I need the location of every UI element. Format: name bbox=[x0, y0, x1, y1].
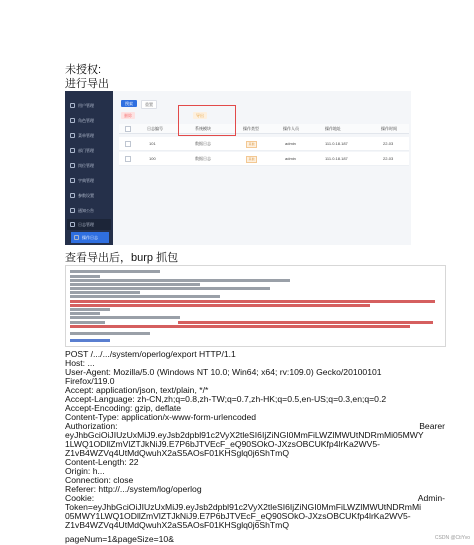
cell-time: 22-03 bbox=[383, 141, 394, 146]
sidebar-item-label: 用户管理 bbox=[78, 102, 94, 108]
user-agent-cont: Firefox/119.0 bbox=[65, 376, 115, 386]
type-tag: 其他 bbox=[246, 156, 257, 163]
authorization-scheme: Bearer bbox=[419, 421, 445, 431]
burp-line bbox=[70, 270, 440, 273]
cell-user: admin bbox=[285, 141, 296, 146]
sidebar-item-posts[interactable] bbox=[67, 160, 111, 171]
table-row[interactable] bbox=[119, 152, 409, 166]
reset-button[interactable]: 重置 bbox=[141, 100, 157, 109]
accept-line: Accept: application/json, text/plain, */* bbox=[65, 385, 209, 395]
burp-line bbox=[70, 283, 440, 286]
heading-burp: 查看导出后，burp 抓包 bbox=[65, 252, 179, 264]
sidebar-item-roles[interactable] bbox=[67, 115, 111, 126]
delete-button[interactable]: 删除 bbox=[121, 112, 135, 119]
burp-line bbox=[70, 339, 440, 342]
content-type-line: Content-Type: application/x-www-form-urlencoded bbox=[65, 412, 257, 422]
table-row[interactable] bbox=[119, 137, 409, 151]
sidebar-item-config[interactable] bbox=[67, 190, 111, 201]
sidebar-item-label: 通知公告 bbox=[78, 207, 94, 213]
cell-ip: 111.0.18.187 bbox=[325, 141, 348, 146]
heading-unauthorized: 未授权: bbox=[65, 64, 102, 76]
col-header: 操作类型 bbox=[243, 126, 259, 131]
sidebar-item-dict[interactable] bbox=[67, 175, 111, 186]
sidebar-item-label: 参数设置 bbox=[78, 192, 94, 198]
sidebar-item-label: 岗位管理 bbox=[78, 162, 94, 168]
token-line: eyJhbGciOiJIUzUxMiJ9.eyJsb2dpbl91c2VyX2tleSI6IjZiNGI0MmFiLWZlMWUtNDRmMi05MWY bbox=[65, 430, 424, 440]
search-button[interactable]: 搜索 bbox=[121, 100, 137, 107]
sidebar-item-menus[interactable] bbox=[67, 130, 111, 141]
menu-icon bbox=[70, 133, 75, 138]
burp-line bbox=[70, 325, 440, 328]
col-header: 操作人员 bbox=[283, 126, 299, 131]
col-header: 系统模块 bbox=[195, 126, 211, 131]
accept-encoding-line: Accept-Encoding: gzip, deflate bbox=[65, 403, 182, 413]
edit-icon bbox=[70, 193, 75, 198]
user-icon bbox=[70, 103, 75, 108]
cookie-name-start: Admin- bbox=[417, 493, 445, 503]
host-line: Host: ... bbox=[65, 358, 95, 368]
burp-line bbox=[70, 291, 440, 294]
sidebar-item-label: 操作日志 bbox=[82, 234, 98, 240]
tree-icon bbox=[70, 148, 75, 153]
sidebar-item-label: 菜单管理 bbox=[78, 132, 94, 138]
burp-line bbox=[70, 316, 440, 319]
referer-line: Referer: http://.../system/log/operlog bbox=[65, 484, 202, 494]
content-length-line: Content-Length: 22 bbox=[65, 457, 139, 467]
burp-screenshot bbox=[65, 265, 446, 347]
burp-line bbox=[70, 300, 440, 303]
export-button[interactable]: 导出 bbox=[193, 112, 207, 119]
role-icon bbox=[70, 118, 75, 123]
token-line: Z1vB4WZVq4UtMdQwuhX2aS5AOsF01KHSglq0j6ShTmQ bbox=[65, 448, 290, 458]
burp-line bbox=[70, 304, 440, 307]
dict-icon bbox=[70, 178, 75, 183]
col-header: 日志编号 bbox=[147, 126, 163, 131]
accept-language-line: Accept-Language: zh-CN,zh;q=0.8,zh-TW;q=0.7,zh-HK;q=0.5,en-US;q=0.3,en;q=0.2 bbox=[65, 394, 387, 404]
cell-id: 101 bbox=[149, 141, 156, 146]
burp-line bbox=[70, 287, 440, 290]
burp-line bbox=[70, 332, 440, 335]
sidebar-item-label: 角色管理 bbox=[78, 117, 94, 123]
sidebar-item-notice[interactable] bbox=[67, 205, 111, 216]
message-icon bbox=[70, 208, 75, 213]
heading-export: 进行导出 bbox=[65, 78, 109, 90]
cell-module: 数据日志 bbox=[195, 156, 211, 161]
col-header: 操作地址 bbox=[325, 126, 341, 131]
row-checkbox[interactable] bbox=[125, 156, 131, 162]
cell-id: 100 bbox=[149, 156, 156, 161]
sidebar-item-label: 字典管理 bbox=[78, 177, 94, 183]
type-tag: 其他 bbox=[246, 141, 257, 148]
cookie-token-line: 05MWY1LWQ1ODllZmVlZTJkNiJ9.E7P6bJTVEcF_eQ90SOkO-JXzsOBCUKfp4lrKa2WV5- bbox=[65, 511, 411, 521]
col-header: 操作时间 bbox=[381, 126, 397, 131]
sidebar-item-label: 部门管理 bbox=[78, 147, 94, 153]
cookie-token-line: Z1vB4WZVq4UtMdQwuhX2aS5AOsF01KHSglq0j6ShTmQ bbox=[65, 520, 290, 530]
watermark: CSDN @CtiYvo bbox=[434, 535, 470, 541]
connection-line: Connection: close bbox=[65, 475, 134, 485]
form-icon bbox=[74, 235, 79, 240]
token-line: 1LWQ1ODllZmVlZTJkNiJ9.E7P6bJTVEcF_eQ90SOkO-JXzsOBCUKfp4lrKa2WV5- bbox=[65, 439, 381, 449]
burp-line bbox=[70, 321, 440, 324]
admin-ui-screenshot bbox=[65, 91, 411, 245]
user-agent-line: User-Agent: Mozilla/5.0 (Windows NT 10.0; Win64; x64; rv:109.0) Gecko/20100101 bbox=[65, 367, 382, 377]
main-content bbox=[113, 91, 411, 245]
sidebar-item-logs[interactable] bbox=[67, 219, 111, 230]
burp-line bbox=[70, 275, 440, 278]
table-header bbox=[119, 124, 409, 134]
highlight-box bbox=[178, 105, 236, 136]
authorization-key: Authorization: bbox=[65, 421, 118, 431]
cell-module: 数据日志 bbox=[195, 141, 211, 146]
origin-line: Origin: h... bbox=[65, 466, 105, 476]
post-icon bbox=[70, 163, 75, 168]
row-checkbox[interactable] bbox=[125, 141, 131, 147]
burp-line bbox=[70, 279, 440, 282]
sidebar-item-operlog[interactable] bbox=[71, 232, 109, 243]
cell-user: admin bbox=[285, 156, 296, 161]
burp-line bbox=[70, 308, 440, 311]
request-body: pageNum=1&pageSize=10& bbox=[65, 534, 174, 544]
log-icon bbox=[70, 222, 75, 227]
sidebar bbox=[65, 91, 113, 245]
select-all-checkbox[interactable] bbox=[125, 126, 131, 132]
cookie-token-line: Token=eyJhbGciOiJIUzUxMiJ9.eyJsb2dpbl91c2VyX2tleSI6IjZiNGI0MmFiLWZlMWUtNDRmMi bbox=[65, 502, 422, 512]
burp-line bbox=[70, 312, 440, 315]
cell-ip: 111.0.18.187 bbox=[325, 156, 348, 161]
sidebar-item-depts[interactable] bbox=[67, 145, 111, 156]
sidebar-item-users[interactable] bbox=[67, 100, 111, 111]
cookie-key: Cookie: bbox=[65, 493, 95, 503]
request-line: POST /.../.../system/operlog/export HTTP/1.1 bbox=[65, 349, 236, 359]
sidebar-item-label: 日志管理 bbox=[78, 221, 94, 227]
cell-time: 22-03 bbox=[383, 156, 394, 161]
burp-line bbox=[70, 295, 440, 298]
